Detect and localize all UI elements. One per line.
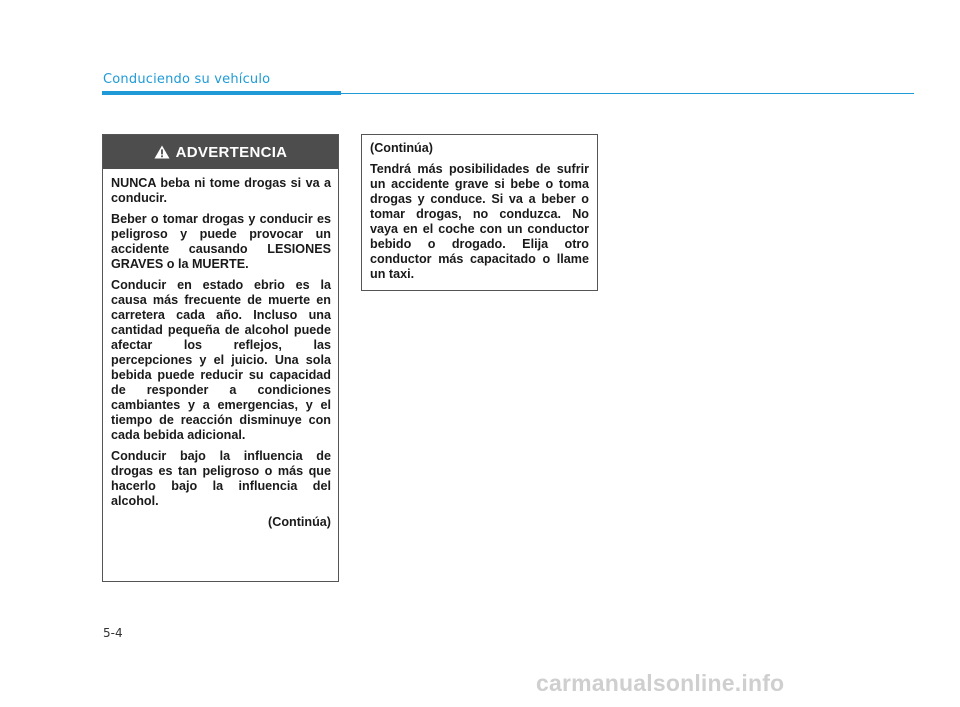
warning-body [103,169,338,530]
warning-triangle-icon [154,145,170,159]
warning-header [103,135,338,169]
warning-continued: (Continúa) [268,515,331,529]
watermark: carmanualsonline.info [536,670,785,696]
warning-paragraph: Conducir en estado ebrio es la causa más frecuente de muerte en carretera cada año. Incluso una cantidad pequeña de alcohol puede afectar los reflejos, las percepciones y el juicio. Una sola bebida puede reducir su capacidad de responder a condiciones cambiantes y a emergencias, y el tiempo de reacción disminuye con cada bebida adicional. [111,278,331,442]
page-number: 5-4 [103,626,123,640]
warning-title: ADVERTENCIA [175,143,288,161]
continuation-box [361,134,598,291]
continuation-heading: (Continúa) [370,141,433,155]
warning-paragraph: Conducir bajo la influencia de drogas es tan peligroso o más que hacerlo bajo la influencia del alcohol. [111,449,331,508]
header-rule-thin [341,93,914,94]
warning-box [102,134,339,582]
continuation-text: Tendrá más posibilidades de sufrir un accidente grave si bebe o toma drogas y conduce. Si va a beber o tomar drogas, no conduzca. No vaya en el coche con un conductor bebido o drogado. Elija otro conductor más capacitado o llame un taxi. [370,162,589,281]
header-rule-thick [102,91,341,95]
section-title: Conduciendo su vehículo [103,72,271,87]
warning-paragraph: Beber o tomar drogas y conducir es peligroso y puede provocar un accidente causando LESIONES GRAVES o la MUERTE. [111,212,331,271]
warning-paragraph: NUNCA beba ni tome drogas si va a conducir. [111,176,331,205]
